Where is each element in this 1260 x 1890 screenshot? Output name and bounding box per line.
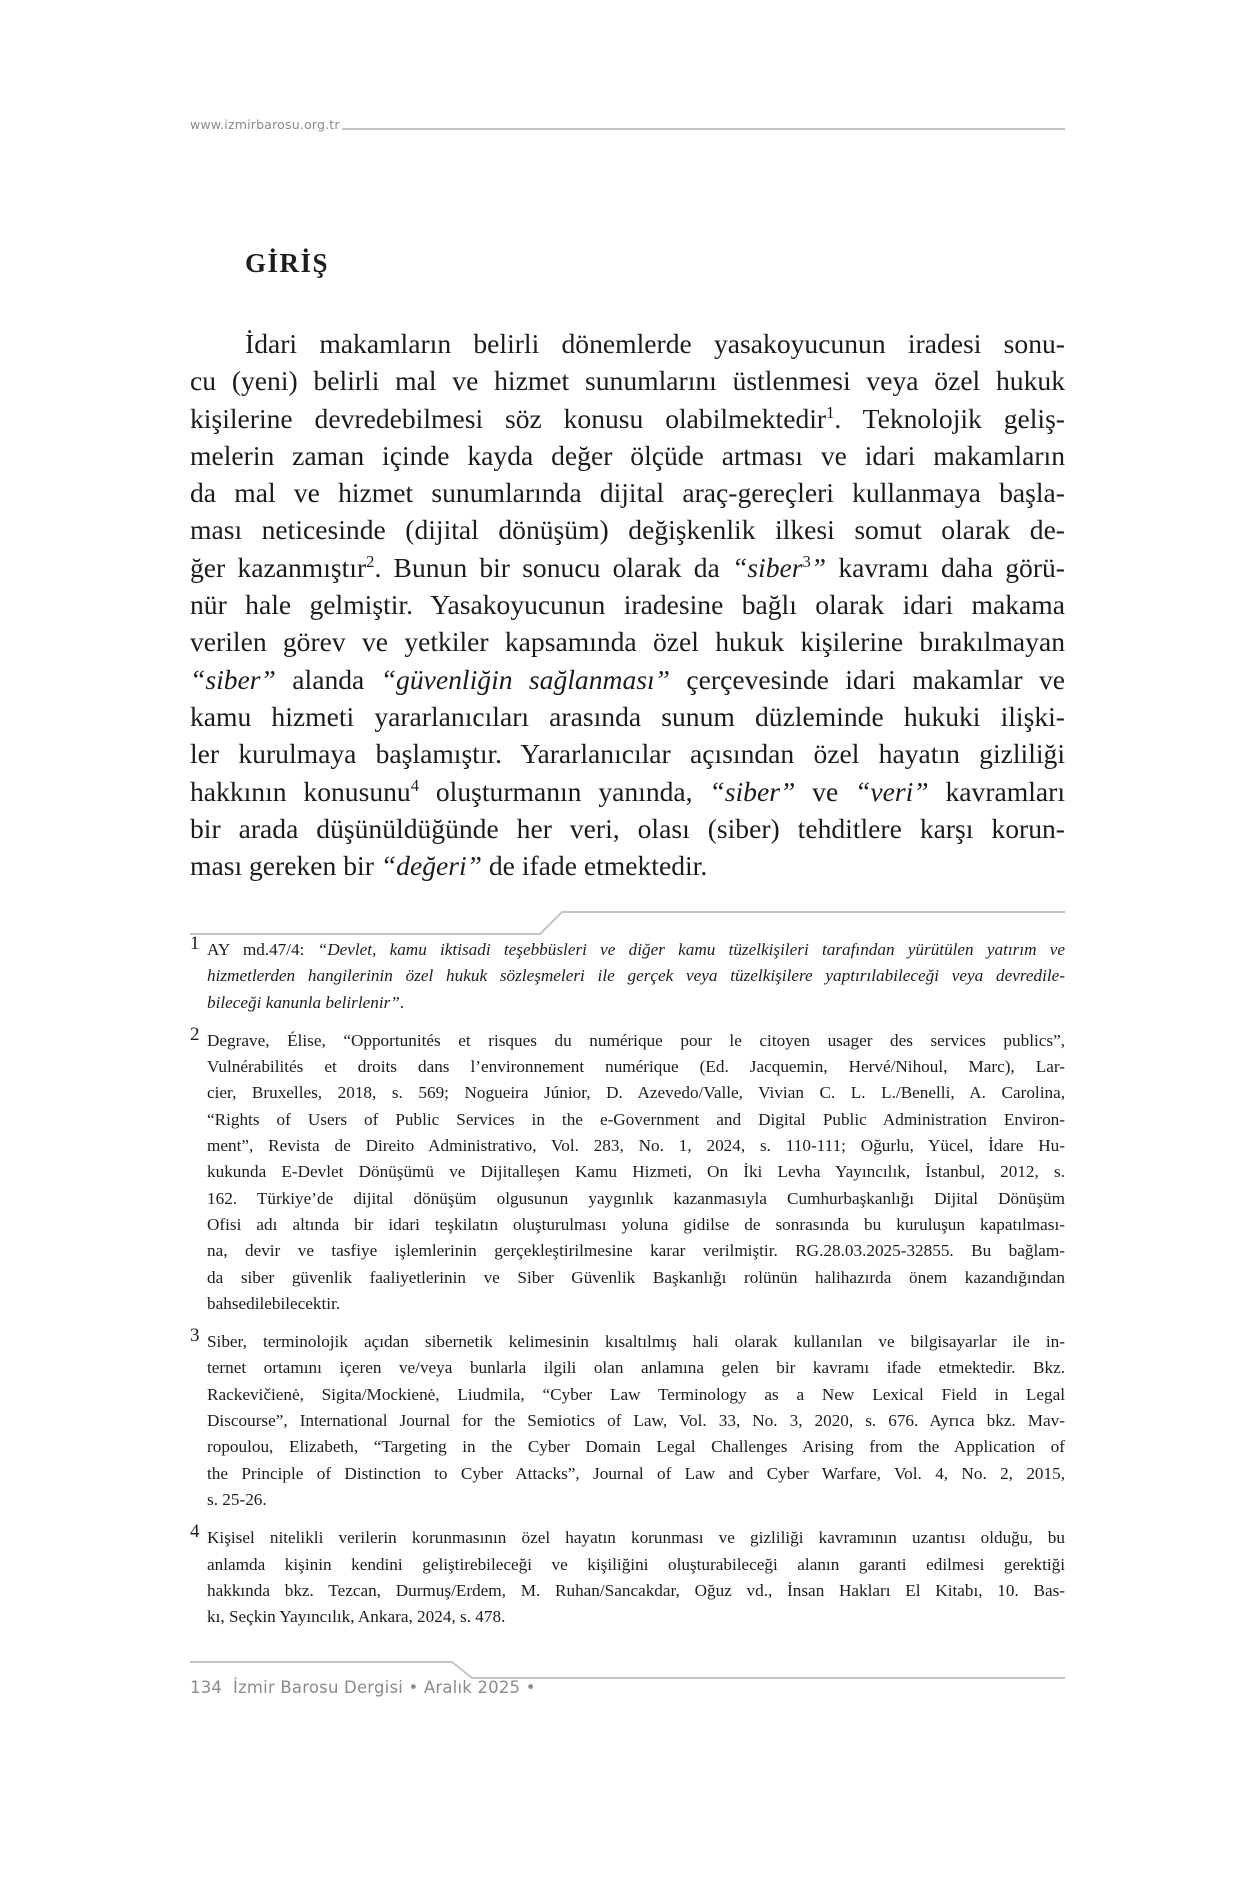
body-line [190, 586, 1065, 623]
italic-text: “güvenliğin sağlanması” [380, 663, 670, 695]
italic-text: “siber [731, 551, 803, 583]
text-run: verilen görev ve yetkiler kapsamında özel hukuk kişilerine bırakılmayan [190, 626, 1065, 658]
footnote-number: 2 [190, 1023, 200, 1045]
italic-text: ” [810, 551, 827, 583]
text-run: ması gereken bir [190, 850, 381, 882]
text-run: ment”, Revista de Direito Administrativo, Vol. 283, No. 1, 2024, s. 110-111; Oğurlu, Yücel, İdare Hu- [207, 1136, 1065, 1156]
footnote-line [207, 1578, 1065, 1604]
footer-bullet: • [408, 1678, 419, 1697]
text-run: ropoulou, Elizabeth, “Targeting in the Cyber Domain Legal Challenges Arising from the Application of [207, 1437, 1065, 1457]
footnote-line [207, 1133, 1065, 1159]
text-run: “Rights of Users of Public Services in the e-Government and Digital Public Administration Environ- [207, 1109, 1065, 1129]
body-line [190, 325, 1065, 362]
text-run: Siber, terminolojik açıdan sibernetik kelimesinin kısaltılmış hali olarak kullanılan ve bilgisayarlar ile in- [207, 1332, 1065, 1352]
text-run: ternet ortamını içeren ve/veya bunlarla ilgili olan anlamına gelen bir kavramı ifade etmektedir. Bkz. [207, 1358, 1065, 1378]
footnote [190, 1521, 1065, 1630]
issue-date: Aralık 2025 [423, 1678, 521, 1697]
footnote-line [207, 1159, 1065, 1185]
text-run: Ofisi adı altında bir idari teşkilatın oluşturulması yoluna gidilse de sonrasında bu kuruluşun kapatılması- [207, 1214, 1065, 1234]
page-footer [190, 1660, 1065, 1696]
footnotes [190, 933, 1066, 1642]
section-heading: GİRİŞ [245, 248, 330, 278]
footer-bullet: • [525, 1678, 536, 1697]
footnote-line [207, 1487, 1065, 1513]
text-run: na, devir ve tasfiye işlemlerinin gerçekleştirilmesine karar verilmiştir. RG.28.03.2025-32855. Bu bağlam- [207, 1241, 1065, 1261]
footnote-line [207, 1028, 1065, 1054]
footer-text [190, 1678, 536, 1697]
footnote [190, 933, 1066, 1016]
body-line [190, 437, 1065, 474]
text-run: . Bunun bir sonucu olarak da [374, 551, 732, 583]
footnote-line [207, 990, 1065, 1016]
header-rule [342, 128, 1065, 130]
header-url: www.izmirbarosu.org.tr [190, 117, 340, 132]
footnote-number: 1 [190, 933, 200, 954]
text-run: Degrave, Élise, “Opportunités et risques du numérique pour le citoyen usager des services publics”, [207, 1030, 1065, 1050]
text-run: kı, Seçkin Yayıncılık, Ankara, 2024, s. 478. [207, 1607, 506, 1627]
text-run: bir arada düşünüldüğünde her veri, olası (siber) tehditlere karşı korun- [190, 812, 1065, 844]
text-run: da mal ve hizmet sunumlarında dijital araç-gereçleri kullanmaya başla- [190, 477, 1065, 509]
body-line [190, 623, 1065, 660]
body-line [190, 810, 1065, 847]
text-run: ler kurulmaya başlamıştır. Yararlanıcılar açısından özel hayatın gizliliği [190, 738, 1065, 770]
body-paragraph [190, 325, 1065, 884]
text-run: Vulnérabilités et droits dans l’environnement numérique (Ed. Jacquemin, Hervé/Nihoul, Marc), Lar- [207, 1057, 1065, 1077]
text-run: Rackevičienė, Sigita/Mockienė, Liudmila, “Cyber Law Terminology as a New Lexical Field in Legal [207, 1384, 1065, 1404]
text-run: alanda [275, 663, 381, 695]
body-line [190, 735, 1065, 772]
text-run: hakkında bkz. Tezcan, Durmuş/Erdem, M. Ruhan/Sancakdar, Oğuz vd., İnsan Hakları El Kitabı, 10. Bas- [207, 1580, 1065, 1600]
footnote-line [207, 1265, 1065, 1291]
footnote-line [207, 1355, 1065, 1381]
text-run: Kişisel nitelikli verilerin korunmasının özel hayatın korunması ve gizliliği kavramının uzantısı olduğu, bu [207, 1528, 1065, 1548]
italic-text: hizmetlerden hangilerinin özel hukuk sözleşmeleri ile gerçek veya tüzelkişilere yaptırılabileceği veya devredile- [207, 966, 1065, 986]
text-run: kavramı daha görü- [826, 551, 1066, 583]
footnote [190, 1325, 1065, 1513]
text-run: çerçevesinde idari makamlar ve [670, 663, 1065, 695]
footnote-line [207, 1525, 1065, 1551]
body-line [190, 773, 1065, 810]
italic-text: “siber” [190, 663, 276, 695]
footnote-line [207, 1329, 1065, 1355]
footnote-line [207, 1408, 1065, 1434]
page-header [190, 112, 1065, 132]
text-run: kukunda E-Devlet Dönüşümü ve Dijitalleşen Kamu Hizmeti, On İki Levha Yayıncılık, İstanbul, 2012, s. [207, 1162, 1065, 1182]
text-run: melerin zaman içinde kayda değer ölçüde artması ve idari makamların [190, 439, 1065, 471]
italic-text: bileceği kanunla belirlenir” [207, 992, 400, 1012]
text-run: AY md.47/4: [207, 940, 318, 959]
text-run: . Teknolojik geliş- [834, 402, 1065, 434]
text-run: 162. Türkiye’de dijital dönüşüm olgusunun yaygınlık kazanmasıyla Cumhurbaşkanlığı Dijital Dönüşüm [207, 1188, 1065, 1208]
footnote-line [207, 1080, 1065, 1106]
body-line [190, 661, 1065, 698]
footnote-line [207, 1461, 1065, 1487]
text-run: oluşturmanın yanında, [419, 775, 710, 807]
footnote-number: 3 [190, 1325, 200, 1347]
footer-rule [190, 1660, 1065, 1680]
text-run: the Principle of Distinction to Cyber Attacks”, Journal of Law and Cyber Warfare, Vol. 4, No. 2, 2015, [207, 1463, 1065, 1483]
text-run: da siber güvenlik faaliyetlerinin ve Siber Güvenlik Başkanlığı rolünün halihazırda önem kazandığından [207, 1267, 1065, 1287]
body-line [190, 698, 1065, 735]
text-run: cu (yeni) belirli mal ve hizmet sunumlarını üstlenmesi veya özel hukuk [190, 365, 1065, 397]
text-run: ması neticesinde (dijital dönüşüm) değişkenlik ilkesi somut olarak de- [190, 514, 1065, 546]
footnote-line [207, 1054, 1065, 1080]
footnote-separator [190, 910, 1065, 936]
italic-text: “veri” [855, 775, 929, 807]
footnote-ref: 3 [802, 551, 811, 571]
footnote-line [207, 937, 1065, 963]
text-run: cier, Bruxelles, 2018, s. 569; Nogueira Júnior, D. Azevedo/Valle, Vivian C. L. L./Benelli, A. Carolina, [207, 1083, 1065, 1103]
text-run: kamu hizmeti yararlanıcıları arasında sunum düzleminde hukuki ilişki- [190, 700, 1065, 732]
footnote-line [207, 1291, 1065, 1317]
body-line [190, 549, 1065, 586]
page-number: 134 [190, 1678, 223, 1697]
body-line [190, 362, 1065, 399]
italic-text: “siber” [709, 775, 796, 807]
text-run: ve [795, 775, 856, 807]
footnote-line [207, 963, 1065, 989]
text-run: nür hale gelmiştir. Yasakoyucunun iradesine bağlı olarak idari makama [190, 589, 1065, 621]
footnote-line [207, 1212, 1065, 1238]
text-run: de ifade etmektedir. [481, 850, 708, 882]
text-run: ğer kazanmıştır [190, 551, 367, 583]
footnote-line [207, 1238, 1065, 1264]
text-run: . [399, 992, 405, 1012]
italic-text: “değeri” [380, 850, 482, 882]
text-run: s. 25-26. [207, 1489, 267, 1509]
footnote-line [207, 1107, 1065, 1133]
text-run: anlamda kişinin kendini geliştirebileceği ve kişiliğini oluşturabileceği alanın garanti edilmesi gerektiği [207, 1554, 1065, 1574]
text-run: hakkının konusunu [190, 775, 411, 807]
italic-text: “Devlet, kamu iktisadi teşebbüsleri ve diğer kamu tüzelkişileri tarafından yürütülen yatırım ve [317, 940, 1066, 959]
text-run: kavramları [928, 775, 1065, 807]
footnote [190, 1023, 1065, 1317]
footnote-line [207, 1434, 1065, 1460]
footnote-line [207, 1186, 1065, 1212]
footnote-ref: 2 [366, 551, 375, 571]
text-run: Discourse”, International Journal for the Semiotics of Law, Vol. 33, No. 3, 2020, s. 676. Ayrıca bkz. Mav- [207, 1411, 1065, 1431]
journal-name: İzmir Barosu Dergisi [232, 1678, 404, 1697]
footnote-line [207, 1604, 1065, 1630]
body-line [190, 474, 1065, 511]
footnote-ref: 4 [410, 775, 420, 795]
text-run: bahsedilebilecektir. [207, 1293, 341, 1313]
footnote-number: 4 [190, 1521, 200, 1543]
body-line [190, 511, 1065, 548]
footnote-ref: 1 [826, 402, 835, 422]
text-run: İdari makamların belirli dönemlerde yasakoyucunun iradesi sonu- [245, 328, 1065, 359]
text-run: kişilerine devredebilmesi söz konusu olabilmektedir [190, 402, 827, 434]
body-line [190, 847, 1065, 884]
body-line [190, 400, 1065, 437]
footnote-line [207, 1382, 1065, 1408]
footnote-line [207, 1552, 1065, 1578]
